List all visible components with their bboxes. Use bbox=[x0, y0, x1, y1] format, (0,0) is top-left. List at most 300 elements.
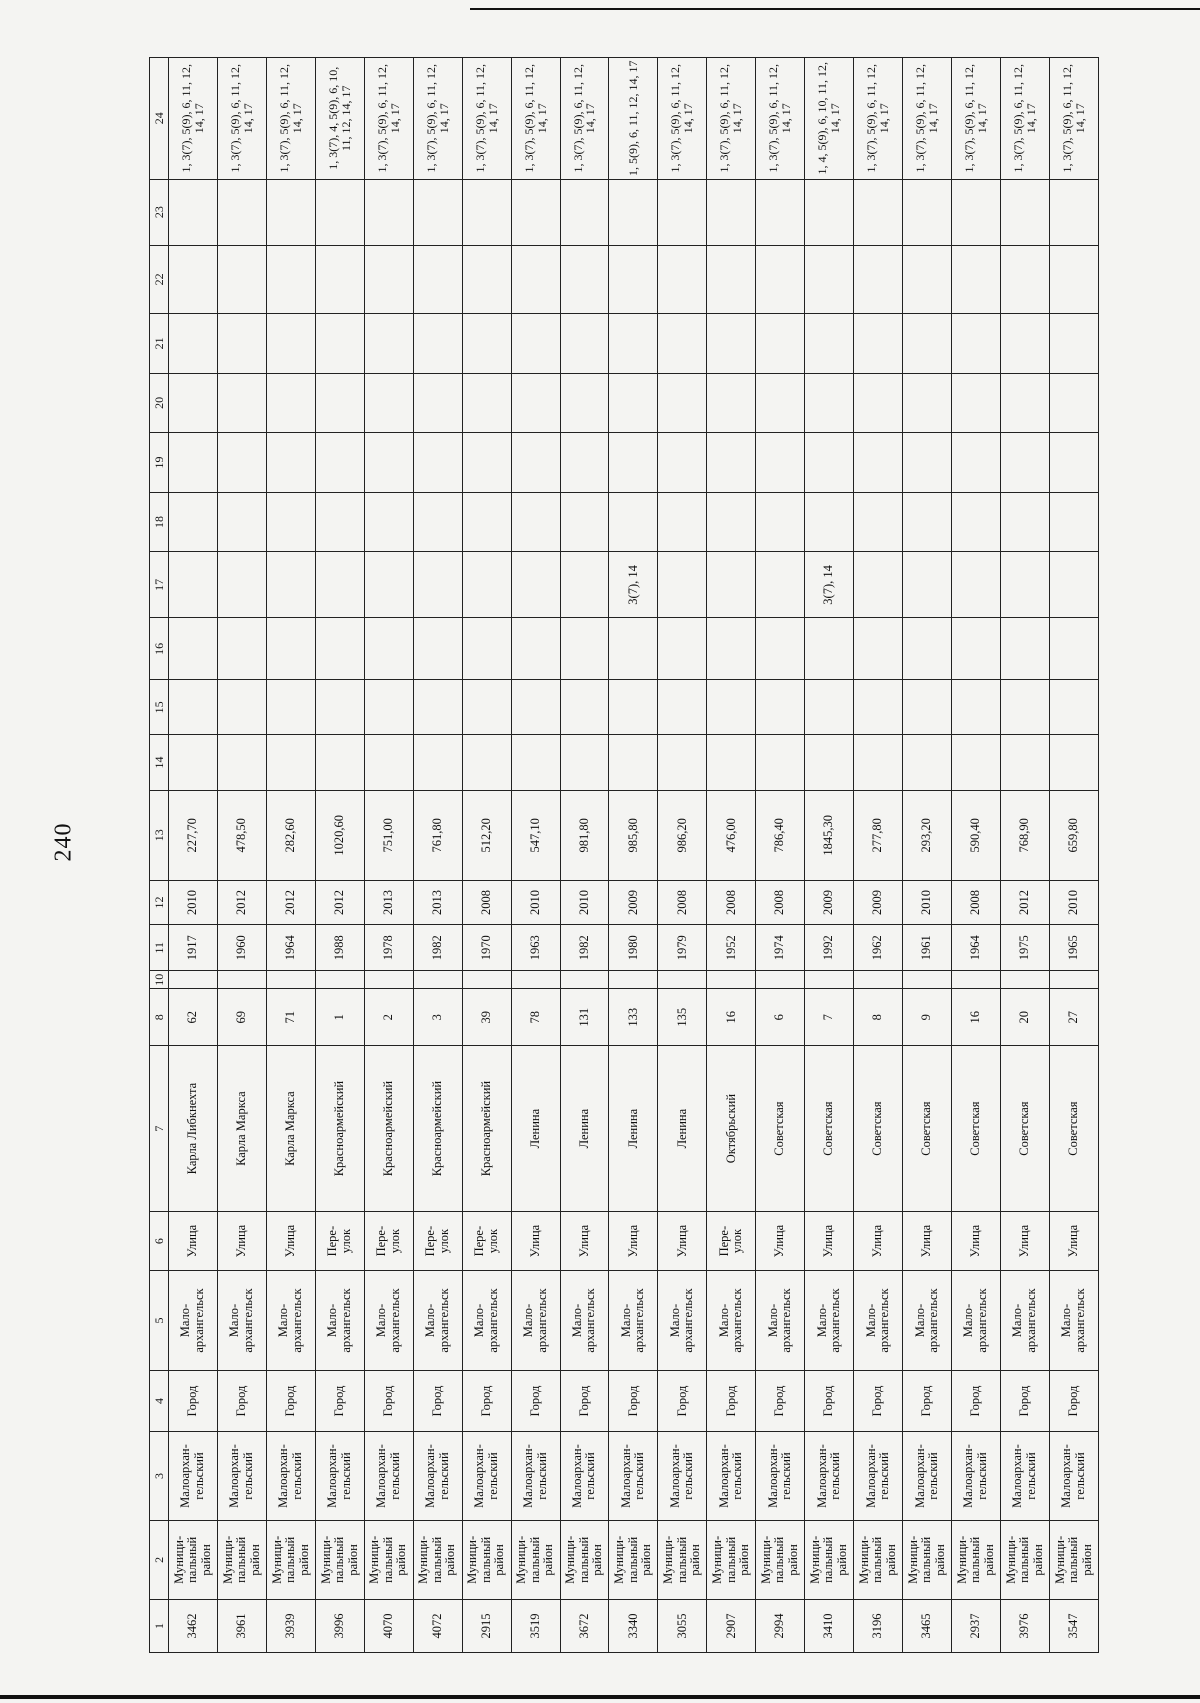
cell-col-21 bbox=[315, 314, 364, 374]
cell-col-12: 2008 bbox=[707, 880, 756, 924]
cell-col-17 bbox=[413, 552, 462, 618]
cell-col-12: 2010 bbox=[903, 880, 952, 924]
cell-col-6: Улица bbox=[266, 1211, 315, 1271]
cell-col-8: 39 bbox=[462, 989, 511, 1046]
cell-col-12: 2012 bbox=[266, 880, 315, 924]
cell-col-15 bbox=[805, 680, 854, 735]
cell-col-18 bbox=[217, 492, 266, 552]
cell-col-14 bbox=[756, 735, 805, 790]
cell-col-5: Мало-архангельск bbox=[756, 1271, 805, 1370]
column-header-3: 3 bbox=[150, 1432, 169, 1520]
cell-col-5: Мало-архангельск bbox=[952, 1271, 1001, 1370]
cell-col-7: Советская bbox=[756, 1046, 805, 1211]
cell-col-14 bbox=[1049, 735, 1098, 790]
cell-col-2: Муници-пальный район bbox=[903, 1520, 952, 1599]
cell-col-22 bbox=[169, 245, 218, 313]
cell-col-13: 986,20 bbox=[658, 790, 707, 880]
cell-col-14 bbox=[1000, 735, 1049, 790]
cell-col-8: 20 bbox=[1000, 989, 1049, 1046]
cell-col-16 bbox=[1000, 618, 1049, 680]
scan-border-top bbox=[470, 8, 1200, 10]
cell-col-22 bbox=[315, 245, 364, 313]
column-header-20: 20 bbox=[150, 373, 169, 433]
cell-col-24: 1, 3(7), 5(9), 6, 11, 12, 14, 17 bbox=[266, 58, 315, 180]
cell-col-2: Муници-пальный район bbox=[364, 1520, 413, 1599]
cell-col-17 bbox=[854, 552, 903, 618]
cell-col-16 bbox=[217, 618, 266, 680]
cell-col-6: Пере-улок bbox=[413, 1211, 462, 1271]
cell-col-18 bbox=[1049, 492, 1098, 552]
cell-col-13: 751,00 bbox=[364, 790, 413, 880]
cell-col-3: Малоархан-гельский bbox=[413, 1432, 462, 1520]
cell-col-14 bbox=[266, 735, 315, 790]
cell-col-23 bbox=[413, 179, 462, 245]
cell-col-23 bbox=[805, 179, 854, 245]
cell-col-14 bbox=[413, 735, 462, 790]
cell-col-10 bbox=[1049, 971, 1098, 989]
cell-col-17 bbox=[315, 552, 364, 618]
scan-border-bottom bbox=[0, 1695, 1200, 1699]
cell-col-2: Муници-пальный район bbox=[952, 1520, 1001, 1599]
cell-col-18 bbox=[658, 492, 707, 552]
cell-col-8: 131 bbox=[560, 989, 609, 1046]
cell-col-1: 3462 bbox=[169, 1600, 218, 1653]
cell-col-20 bbox=[217, 373, 266, 433]
cell-col-11: 1961 bbox=[903, 925, 952, 971]
cell-col-11: 1974 bbox=[756, 925, 805, 971]
cell-col-16 bbox=[805, 618, 854, 680]
cell-col-1: 2994 bbox=[756, 1600, 805, 1653]
cell-col-15 bbox=[854, 680, 903, 735]
cell-col-11: 1964 bbox=[952, 925, 1001, 971]
cell-col-20 bbox=[462, 373, 511, 433]
cell-col-15 bbox=[217, 680, 266, 735]
cell-col-5: Мало-архангельск bbox=[1000, 1271, 1049, 1370]
cell-col-18 bbox=[169, 492, 218, 552]
cell-col-6: Улица bbox=[756, 1211, 805, 1271]
cell-col-8: 7 bbox=[805, 989, 854, 1046]
cell-col-23 bbox=[462, 179, 511, 245]
housing-register-table bbox=[149, 57, 1099, 1653]
cell-col-6: Улица bbox=[1049, 1211, 1098, 1271]
cell-col-10 bbox=[854, 971, 903, 989]
cell-col-1: 3961 bbox=[217, 1600, 266, 1653]
cell-col-12: 2010 bbox=[511, 880, 560, 924]
cell-col-13: 590,40 bbox=[952, 790, 1001, 880]
cell-col-7: Советская bbox=[952, 1046, 1001, 1211]
cell-col-3: Малоархан-гельский bbox=[903, 1432, 952, 1520]
table-row bbox=[560, 58, 609, 1653]
cell-col-14 bbox=[707, 735, 756, 790]
cell-col-8: 62 bbox=[169, 989, 218, 1046]
cell-col-15 bbox=[266, 680, 315, 735]
cell-col-16 bbox=[462, 618, 511, 680]
cell-col-20 bbox=[903, 373, 952, 433]
cell-col-24: 1, 4, 5(9), 6, 10, 11, 12, 14, 17 bbox=[805, 58, 854, 180]
cell-col-15 bbox=[413, 680, 462, 735]
cell-col-1: 3547 bbox=[1049, 1600, 1098, 1653]
cell-col-1: 3996 bbox=[315, 1600, 364, 1653]
cell-col-14 bbox=[511, 735, 560, 790]
cell-col-14 bbox=[560, 735, 609, 790]
cell-col-4: Город bbox=[462, 1370, 511, 1432]
cell-col-3: Малоархан-гельский bbox=[658, 1432, 707, 1520]
cell-col-6: Улица bbox=[805, 1211, 854, 1271]
table-row bbox=[266, 58, 315, 1653]
cell-col-24: 1, 3(7), 5(9), 6, 11, 12, 14, 17 bbox=[169, 58, 218, 180]
cell-col-22 bbox=[462, 245, 511, 313]
column-header-1: 1 bbox=[150, 1600, 169, 1653]
cell-col-24: 1, 3(7), 5(9), 6, 11, 12, 14, 17 bbox=[854, 58, 903, 180]
cell-col-2: Муници-пальный район bbox=[217, 1520, 266, 1599]
column-header-18: 18 bbox=[150, 492, 169, 552]
table-row bbox=[952, 58, 1001, 1653]
cell-col-8: 2 bbox=[364, 989, 413, 1046]
column-header-17: 17 bbox=[150, 552, 169, 618]
cell-col-16 bbox=[609, 618, 658, 680]
cell-col-7: Советская bbox=[805, 1046, 854, 1211]
cell-col-1: 3196 bbox=[854, 1600, 903, 1653]
cell-col-20 bbox=[658, 373, 707, 433]
cell-col-6: Улица bbox=[658, 1211, 707, 1271]
cell-col-11: 1962 bbox=[854, 925, 903, 971]
cell-col-1: 4072 bbox=[413, 1600, 462, 1653]
cell-col-14 bbox=[315, 735, 364, 790]
cell-col-24: 1, 3(7), 5(9), 6, 11, 12, 14, 17 bbox=[560, 58, 609, 180]
table-row bbox=[217, 58, 266, 1653]
table-body bbox=[169, 58, 1099, 1653]
cell-col-23 bbox=[756, 179, 805, 245]
cell-col-6: Пере-улок bbox=[462, 1211, 511, 1271]
cell-col-21 bbox=[1049, 314, 1098, 374]
cell-col-13: 1020,60 bbox=[315, 790, 364, 880]
cell-col-2: Муници-пальный район bbox=[462, 1520, 511, 1599]
cell-col-5: Мало-архангельск bbox=[511, 1271, 560, 1370]
cell-col-21 bbox=[560, 314, 609, 374]
cell-col-3: Малоархан-гельский bbox=[756, 1432, 805, 1520]
cell-col-17 bbox=[1049, 552, 1098, 618]
cell-col-8: 6 bbox=[756, 989, 805, 1046]
cell-col-19 bbox=[315, 433, 364, 493]
cell-col-2: Муници-пальный район bbox=[511, 1520, 560, 1599]
cell-col-11: 1963 bbox=[511, 925, 560, 971]
cell-col-11: 1980 bbox=[609, 925, 658, 971]
cell-col-16 bbox=[756, 618, 805, 680]
cell-col-8: 1 bbox=[315, 989, 364, 1046]
cell-col-16 bbox=[413, 618, 462, 680]
column-header-23: 23 bbox=[150, 179, 169, 245]
cell-col-7: Ленина bbox=[560, 1046, 609, 1211]
cell-col-18 bbox=[707, 492, 756, 552]
cell-col-17 bbox=[169, 552, 218, 618]
cell-col-11: 1982 bbox=[413, 925, 462, 971]
cell-col-13: 547,10 bbox=[511, 790, 560, 880]
column-header-2: 2 bbox=[150, 1520, 169, 1599]
cell-col-24: 1, 3(7), 5(9), 6, 11, 12, 14, 17 bbox=[364, 58, 413, 180]
cell-col-23 bbox=[658, 179, 707, 245]
cell-col-19 bbox=[609, 433, 658, 493]
cell-col-2: Муници-пальный район bbox=[658, 1520, 707, 1599]
table-row bbox=[413, 58, 462, 1653]
cell-col-1: 4070 bbox=[364, 1600, 413, 1653]
cell-col-22 bbox=[217, 245, 266, 313]
cell-col-19 bbox=[169, 433, 218, 493]
cell-col-1: 3055 bbox=[658, 1600, 707, 1653]
cell-col-7: Красноармейский bbox=[413, 1046, 462, 1211]
cell-col-4: Город bbox=[658, 1370, 707, 1432]
cell-col-20 bbox=[315, 373, 364, 433]
cell-col-7: Красноармейский bbox=[364, 1046, 413, 1211]
column-header-7: 7 bbox=[150, 1046, 169, 1211]
cell-col-19 bbox=[805, 433, 854, 493]
cell-col-8: 71 bbox=[266, 989, 315, 1046]
cell-col-10 bbox=[707, 971, 756, 989]
cell-col-12: 2013 bbox=[364, 880, 413, 924]
cell-col-20 bbox=[609, 373, 658, 433]
cell-col-8: 9 bbox=[903, 989, 952, 1046]
cell-col-4: Город bbox=[609, 1370, 658, 1432]
cell-col-3: Малоархан-гельский bbox=[511, 1432, 560, 1520]
cell-col-13: 659,80 bbox=[1049, 790, 1098, 880]
cell-col-11: 1988 bbox=[315, 925, 364, 971]
cell-col-11: 1992 bbox=[805, 925, 854, 971]
cell-col-15 bbox=[609, 680, 658, 735]
table-row bbox=[511, 58, 560, 1653]
cell-col-11: 1979 bbox=[658, 925, 707, 971]
cell-col-2: Муници-пальный район bbox=[560, 1520, 609, 1599]
cell-col-14 bbox=[609, 735, 658, 790]
cell-col-8: 8 bbox=[854, 989, 903, 1046]
cell-col-18 bbox=[952, 492, 1001, 552]
cell-col-15 bbox=[1049, 680, 1098, 735]
page-number: 240 bbox=[50, 822, 77, 862]
cell-col-10 bbox=[169, 971, 218, 989]
cell-col-23 bbox=[903, 179, 952, 245]
cell-col-18 bbox=[609, 492, 658, 552]
cell-col-22 bbox=[756, 245, 805, 313]
cell-col-12: 2008 bbox=[658, 880, 707, 924]
rotated-table-wrapper bbox=[149, 57, 1099, 1653]
cell-col-10 bbox=[952, 971, 1001, 989]
cell-col-24: 1, 3(7), 5(9), 6, 11, 12, 14, 17 bbox=[1000, 58, 1049, 180]
cell-col-14 bbox=[462, 735, 511, 790]
cell-col-17 bbox=[560, 552, 609, 618]
cell-col-16 bbox=[560, 618, 609, 680]
cell-col-2: Муници-пальный район bbox=[1049, 1520, 1098, 1599]
cell-col-6: Улица bbox=[609, 1211, 658, 1271]
cell-col-19 bbox=[952, 433, 1001, 493]
cell-col-15 bbox=[315, 680, 364, 735]
cell-col-4: Город bbox=[169, 1370, 218, 1432]
column-header-4: 4 bbox=[150, 1370, 169, 1432]
cell-col-19 bbox=[364, 433, 413, 493]
cell-col-23 bbox=[1000, 179, 1049, 245]
cell-col-3: Малоархан-гельский bbox=[560, 1432, 609, 1520]
table-row bbox=[854, 58, 903, 1653]
cell-col-15 bbox=[903, 680, 952, 735]
cell-col-14 bbox=[217, 735, 266, 790]
cell-col-1: 2915 bbox=[462, 1600, 511, 1653]
cell-col-4: Город bbox=[364, 1370, 413, 1432]
cell-col-17 bbox=[266, 552, 315, 618]
cell-col-12: 2012 bbox=[217, 880, 266, 924]
cell-col-5: Мало-архангельск bbox=[266, 1271, 315, 1370]
cell-col-13: 478,50 bbox=[217, 790, 266, 880]
cell-col-15 bbox=[169, 680, 218, 735]
cell-col-24: 1, 3(7), 5(9), 6, 11, 12, 14, 17 bbox=[511, 58, 560, 180]
cell-col-6: Улица bbox=[511, 1211, 560, 1271]
cell-col-10 bbox=[511, 971, 560, 989]
cell-col-3: Малоархан-гельский bbox=[169, 1432, 218, 1520]
cell-col-12: 2009 bbox=[805, 880, 854, 924]
cell-col-4: Город bbox=[413, 1370, 462, 1432]
cell-col-8: 135 bbox=[658, 989, 707, 1046]
cell-col-23 bbox=[1049, 179, 1098, 245]
cell-col-23 bbox=[560, 179, 609, 245]
cell-col-24: 1, 3(7), 5(9), 6, 11, 12, 14, 17 bbox=[413, 58, 462, 180]
cell-col-13: 761,80 bbox=[413, 790, 462, 880]
cell-col-6: Улица bbox=[169, 1211, 218, 1271]
cell-col-19 bbox=[1000, 433, 1049, 493]
cell-col-17 bbox=[364, 552, 413, 618]
cell-col-21 bbox=[462, 314, 511, 374]
cell-col-10 bbox=[462, 971, 511, 989]
cell-col-1: 3976 bbox=[1000, 1600, 1049, 1653]
cell-col-20 bbox=[266, 373, 315, 433]
cell-col-23 bbox=[217, 179, 266, 245]
cell-col-22 bbox=[1000, 245, 1049, 313]
cell-col-17: 3(7), 14 bbox=[805, 552, 854, 618]
cell-col-8: 133 bbox=[609, 989, 658, 1046]
cell-col-7: Советская bbox=[903, 1046, 952, 1211]
cell-col-6: Улица bbox=[560, 1211, 609, 1271]
cell-col-19 bbox=[1049, 433, 1098, 493]
cell-col-6: Улица bbox=[903, 1211, 952, 1271]
cell-col-19 bbox=[462, 433, 511, 493]
cell-col-19 bbox=[217, 433, 266, 493]
cell-col-15 bbox=[707, 680, 756, 735]
cell-col-10 bbox=[805, 971, 854, 989]
cell-col-22 bbox=[1049, 245, 1098, 313]
cell-col-17 bbox=[217, 552, 266, 618]
cell-col-6: Улица bbox=[854, 1211, 903, 1271]
cell-col-17 bbox=[462, 552, 511, 618]
column-header-14: 14 bbox=[150, 735, 169, 790]
cell-col-1: 2937 bbox=[952, 1600, 1001, 1653]
cell-col-17 bbox=[952, 552, 1001, 618]
cell-col-19 bbox=[658, 433, 707, 493]
column-header-13: 13 bbox=[150, 790, 169, 880]
cell-col-23 bbox=[511, 179, 560, 245]
cell-col-1: 3939 bbox=[266, 1600, 315, 1653]
cell-col-18 bbox=[756, 492, 805, 552]
cell-col-18 bbox=[315, 492, 364, 552]
cell-col-4: Город bbox=[560, 1370, 609, 1432]
cell-col-17 bbox=[658, 552, 707, 618]
column-header-22: 22 bbox=[150, 245, 169, 313]
cell-col-8: 69 bbox=[217, 989, 266, 1046]
cell-col-6: Пере-улок bbox=[315, 1211, 364, 1271]
cell-col-11: 1975 bbox=[1000, 925, 1049, 971]
column-header-12: 12 bbox=[150, 880, 169, 924]
column-header-15: 15 bbox=[150, 680, 169, 735]
column-header-8: 8 bbox=[150, 989, 169, 1046]
cell-col-24: 1, 3(7), 4, 5(9), 6, 10, 11, 12, 14, 17 bbox=[315, 58, 364, 180]
cell-col-8: 16 bbox=[952, 989, 1001, 1046]
cell-col-7: Красноармейский bbox=[315, 1046, 364, 1211]
cell-col-24: 1, 3(7), 5(9), 6, 11, 12, 14, 17 bbox=[1049, 58, 1098, 180]
cell-col-14 bbox=[952, 735, 1001, 790]
cell-col-24: 1, 3(7), 5(9), 6, 11, 12, 14, 17 bbox=[903, 58, 952, 180]
cell-col-11: 1978 bbox=[364, 925, 413, 971]
cell-col-11: 1917 bbox=[169, 925, 218, 971]
cell-col-5: Мало-архангельск bbox=[364, 1271, 413, 1370]
cell-col-6: Пере-улок bbox=[364, 1211, 413, 1271]
cell-col-3: Малоархан-гельский bbox=[609, 1432, 658, 1520]
cell-col-15 bbox=[560, 680, 609, 735]
cell-col-7: Карла Либкнехта bbox=[169, 1046, 218, 1211]
column-header-11: 11 bbox=[150, 925, 169, 971]
cell-col-22 bbox=[854, 245, 903, 313]
cell-col-16 bbox=[707, 618, 756, 680]
cell-col-12: 2009 bbox=[609, 880, 658, 924]
cell-col-17 bbox=[903, 552, 952, 618]
cell-col-12: 2010 bbox=[560, 880, 609, 924]
cell-col-5: Мало-архангельск bbox=[462, 1271, 511, 1370]
cell-col-5: Мало-архангельск bbox=[413, 1271, 462, 1370]
cell-col-19 bbox=[413, 433, 462, 493]
cell-col-24: 1, 3(7), 5(9), 6, 11, 12, 14, 17 bbox=[658, 58, 707, 180]
cell-col-21 bbox=[266, 314, 315, 374]
cell-col-3: Малоархан-гельский bbox=[315, 1432, 364, 1520]
cell-col-4: Город bbox=[1000, 1370, 1049, 1432]
cell-col-4: Город bbox=[1049, 1370, 1098, 1432]
cell-col-15 bbox=[952, 680, 1001, 735]
cell-col-14 bbox=[364, 735, 413, 790]
cell-col-7: Карла Маркса bbox=[266, 1046, 315, 1211]
cell-col-1: 3519 bbox=[511, 1600, 560, 1653]
cell-col-2: Муници-пальный район bbox=[707, 1520, 756, 1599]
cell-col-10 bbox=[903, 971, 952, 989]
table-row bbox=[1000, 58, 1049, 1653]
cell-col-2: Муници-пальный район bbox=[805, 1520, 854, 1599]
cell-col-13: 277,80 bbox=[854, 790, 903, 880]
cell-col-16 bbox=[511, 618, 560, 680]
cell-col-11: 1960 bbox=[217, 925, 266, 971]
cell-col-18 bbox=[854, 492, 903, 552]
cell-col-10 bbox=[217, 971, 266, 989]
cell-col-12: 2010 bbox=[169, 880, 218, 924]
cell-col-5: Мало-архангельск bbox=[217, 1271, 266, 1370]
cell-col-22 bbox=[413, 245, 462, 313]
cell-col-23 bbox=[707, 179, 756, 245]
cell-col-16 bbox=[854, 618, 903, 680]
cell-col-21 bbox=[756, 314, 805, 374]
cell-col-20 bbox=[364, 373, 413, 433]
table-row bbox=[756, 58, 805, 1653]
cell-col-2: Муници-пальный район bbox=[1000, 1520, 1049, 1599]
cell-col-12: 2008 bbox=[756, 880, 805, 924]
cell-col-1: 3672 bbox=[560, 1600, 609, 1653]
cell-col-18 bbox=[560, 492, 609, 552]
cell-col-20 bbox=[756, 373, 805, 433]
cell-col-7: Карла Маркса bbox=[217, 1046, 266, 1211]
cell-col-18 bbox=[903, 492, 952, 552]
cell-col-16 bbox=[266, 618, 315, 680]
cell-col-16 bbox=[364, 618, 413, 680]
cell-col-21 bbox=[364, 314, 413, 374]
cell-col-3: Малоархан-гельский bbox=[1049, 1432, 1098, 1520]
